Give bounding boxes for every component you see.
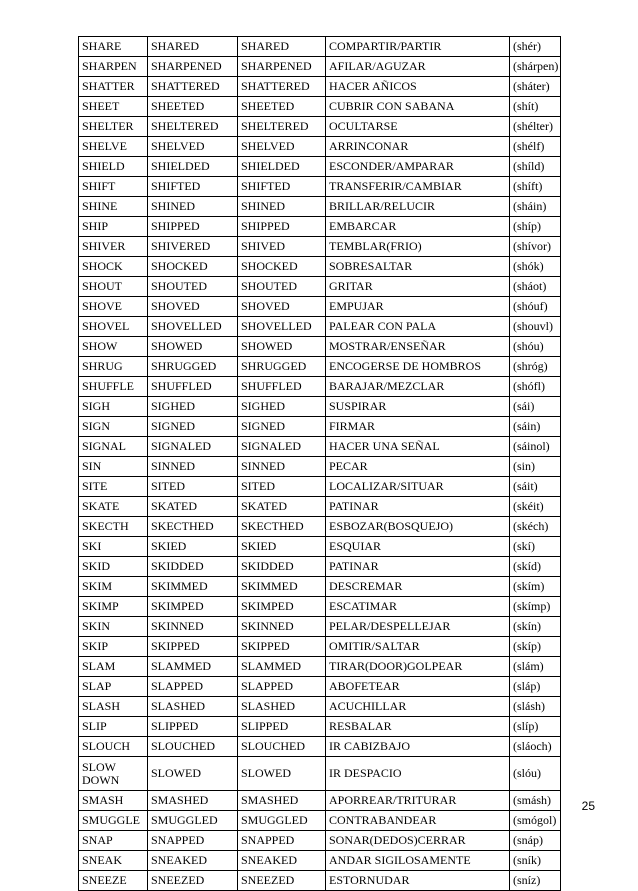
- participle-cell: SHOCKED: [238, 257, 326, 277]
- table-row: [79, 791, 561, 811]
- past-cell: SKATED: [148, 497, 238, 517]
- participle-cell: SKECTHED: [238, 517, 326, 537]
- translation-cell: TIRAR(DOOR)GOLPEAR: [326, 657, 510, 677]
- past-cell: SHOVED: [148, 297, 238, 317]
- infinitive-cell: SLOW DOWN: [79, 757, 148, 791]
- participle-cell: SKIMMED: [238, 577, 326, 597]
- pronunciation-cell: (sháin): [510, 197, 561, 217]
- past-cell: SHELTERED: [148, 117, 238, 137]
- pronunciation-cell: (sháot): [510, 277, 561, 297]
- past-cell: SHRUGGED: [148, 357, 238, 377]
- past-cell: SKIMPED: [148, 597, 238, 617]
- table-row: [79, 457, 561, 477]
- infinitive-cell: SHOUT: [79, 277, 148, 297]
- participle-cell: SHOVED: [238, 297, 326, 317]
- translation-cell: ESTORNUDAR: [326, 871, 510, 891]
- participle-cell: SIGNED: [238, 417, 326, 437]
- past-cell: SKIMMED: [148, 577, 238, 597]
- participle-cell: SLAPPED: [238, 677, 326, 697]
- past-cell: SHOWED: [148, 337, 238, 357]
- past-cell: SLOWED: [148, 757, 238, 791]
- participle-cell: SNEEZED: [238, 871, 326, 891]
- participle-cell: SHIELDED: [238, 157, 326, 177]
- participle-cell: SHOWED: [238, 337, 326, 357]
- translation-cell: ACUCHILLAR: [326, 697, 510, 717]
- participle-cell: SHINED: [238, 197, 326, 217]
- pronunciation-cell: (smógol): [510, 811, 561, 831]
- past-cell: SKIED: [148, 537, 238, 557]
- table-row: [79, 537, 561, 557]
- past-cell: SHARPENED: [148, 57, 238, 77]
- translation-cell: PALEAR CON PALA: [326, 317, 510, 337]
- past-cell: SHINED: [148, 197, 238, 217]
- table-row: [79, 337, 561, 357]
- participle-cell: SHIPPED: [238, 217, 326, 237]
- past-cell: SHATTERED: [148, 77, 238, 97]
- past-cell: SHUFFLED: [148, 377, 238, 397]
- infinitive-cell: SLAP: [79, 677, 148, 697]
- pronunciation-cell: (shélf): [510, 137, 561, 157]
- past-cell: SIGNALED: [148, 437, 238, 457]
- translation-cell: CUBRIR CON SABANA: [326, 97, 510, 117]
- pronunciation-cell: (shíld): [510, 157, 561, 177]
- participle-cell: SHOVELLED: [238, 317, 326, 337]
- participle-cell: SMASHED: [238, 791, 326, 811]
- infinitive-cell: SITE: [79, 477, 148, 497]
- participle-cell: SHELTERED: [238, 117, 326, 137]
- participle-cell: SIGNALED: [238, 437, 326, 457]
- pronunciation-cell: (slíp): [510, 717, 561, 737]
- pronunciation-cell: (skín): [510, 617, 561, 637]
- infinitive-cell: SKECTH: [79, 517, 148, 537]
- pronunciation-cell: (skéit): [510, 497, 561, 517]
- infinitive-cell: SLASH: [79, 697, 148, 717]
- participle-cell: SKIMPED: [238, 597, 326, 617]
- table-row: [79, 477, 561, 497]
- infinitive-cell: SHUFFLE: [79, 377, 148, 397]
- infinitive-cell: SKIP: [79, 637, 148, 657]
- infinitive-cell: SHOVEL: [79, 317, 148, 337]
- table-row: [79, 697, 561, 717]
- pronunciation-cell: (skí): [510, 537, 561, 557]
- pronunciation-cell: (skéch): [510, 517, 561, 537]
- translation-cell: ESBOZAR(BOSQUEJO): [326, 517, 510, 537]
- past-cell: SHELVED: [148, 137, 238, 157]
- translation-cell: TEMBLAR(FRIO): [326, 237, 510, 257]
- translation-cell: LOCALIZAR/SITUAR: [326, 477, 510, 497]
- past-cell: SNAPPED: [148, 831, 238, 851]
- translation-cell: HACER UNA SEÑAL: [326, 437, 510, 457]
- past-cell: SHIVERED: [148, 237, 238, 257]
- pronunciation-cell: (sáinol): [510, 437, 561, 457]
- translation-cell: AFILAR/AGUZAR: [326, 57, 510, 77]
- translation-cell: GRITAR: [326, 277, 510, 297]
- table-row: [79, 37, 561, 57]
- translation-cell: COMPARTIR/PARTIR: [326, 37, 510, 57]
- participle-cell: SLAMMED: [238, 657, 326, 677]
- infinitive-cell: SHIELD: [79, 157, 148, 177]
- infinitive-cell: SHIFT: [79, 177, 148, 197]
- pronunciation-cell: (slásh): [510, 697, 561, 717]
- past-cell: SNEAKED: [148, 851, 238, 871]
- translation-cell: EMPUJAR: [326, 297, 510, 317]
- past-cell: SHOVELLED: [148, 317, 238, 337]
- participle-cell: SLOWED: [238, 757, 326, 791]
- translation-cell: SOBRESALTAR: [326, 257, 510, 277]
- past-cell: SKECTHED: [148, 517, 238, 537]
- participle-cell: SHUFFLED: [238, 377, 326, 397]
- infinitive-cell: SHELVE: [79, 137, 148, 157]
- past-cell: SHIELDED: [148, 157, 238, 177]
- past-cell: SKIDDED: [148, 557, 238, 577]
- infinitive-cell: SKIM: [79, 577, 148, 597]
- pronunciation-cell: (sháter): [510, 77, 561, 97]
- translation-cell: PECAR: [326, 457, 510, 477]
- infinitive-cell: SHOVE: [79, 297, 148, 317]
- past-cell: SINNED: [148, 457, 238, 477]
- infinitive-cell: SKATE: [79, 497, 148, 517]
- past-cell: SLIPPED: [148, 717, 238, 737]
- infinitive-cell: SHRUG: [79, 357, 148, 377]
- infinitive-cell: SKID: [79, 557, 148, 577]
- participle-cell: SKINNED: [238, 617, 326, 637]
- pronunciation-cell: (shíp): [510, 217, 561, 237]
- pronunciation-cell: (shárpen): [510, 57, 561, 77]
- past-cell: SHARED: [148, 37, 238, 57]
- participle-cell: SHOUTED: [238, 277, 326, 297]
- translation-cell: TRANSFERIR/CAMBIAR: [326, 177, 510, 197]
- past-cell: SIGHED: [148, 397, 238, 417]
- verb-table: [78, 36, 561, 891]
- participle-cell: SHIVED: [238, 237, 326, 257]
- translation-cell: DESCREMAR: [326, 577, 510, 597]
- participle-cell: SKIED: [238, 537, 326, 557]
- participle-cell: SLIPPED: [238, 717, 326, 737]
- pronunciation-cell: (shít): [510, 97, 561, 117]
- pronunciation-cell: (shér): [510, 37, 561, 57]
- participle-cell: SNAPPED: [238, 831, 326, 851]
- table-row: [79, 97, 561, 117]
- table-row: [79, 277, 561, 297]
- table-row: [79, 377, 561, 397]
- infinitive-cell: SIGH: [79, 397, 148, 417]
- infinitive-cell: SHOCK: [79, 257, 148, 277]
- participle-cell: SLOUCHED: [238, 737, 326, 757]
- infinitive-cell: SHATTER: [79, 77, 148, 97]
- infinitive-cell: SMUGGLE: [79, 811, 148, 831]
- participle-cell: SHELVED: [238, 137, 326, 157]
- participle-cell: SHARED: [238, 37, 326, 57]
- infinitive-cell: SHOW: [79, 337, 148, 357]
- table-row: [79, 597, 561, 617]
- table-row: [79, 831, 561, 851]
- table-row: [79, 237, 561, 257]
- pronunciation-cell: (shóuf): [510, 297, 561, 317]
- participle-cell: SLASHED: [238, 697, 326, 717]
- pronunciation-cell: (skíp): [510, 637, 561, 657]
- past-cell: SLAPPED: [148, 677, 238, 697]
- translation-cell: HACER AÑICOS: [326, 77, 510, 97]
- translation-cell: ARRINCONAR: [326, 137, 510, 157]
- pronunciation-cell: (slám): [510, 657, 561, 677]
- table-row: [79, 617, 561, 637]
- translation-cell: APORREAR/TRITURAR: [326, 791, 510, 811]
- table-row: [79, 577, 561, 597]
- pronunciation-cell: (smásh): [510, 791, 561, 811]
- translation-cell: IR CABIZBAJO: [326, 737, 510, 757]
- infinitive-cell: SIGN: [79, 417, 148, 437]
- participle-cell: SMUGGLED: [238, 811, 326, 831]
- table-row: [79, 811, 561, 831]
- translation-cell: RESBALAR: [326, 717, 510, 737]
- translation-cell: BARAJAR/MEZCLAR: [326, 377, 510, 397]
- table-row: [79, 197, 561, 217]
- infinitive-cell: SLIP: [79, 717, 148, 737]
- table-row: [79, 717, 561, 737]
- past-cell: SLASHED: [148, 697, 238, 717]
- participle-cell: SITED: [238, 477, 326, 497]
- infinitive-cell: SHARE: [79, 37, 148, 57]
- pronunciation-cell: (sái): [510, 397, 561, 417]
- translation-cell: SUSPIRAR: [326, 397, 510, 417]
- table-row: [79, 137, 561, 157]
- infinitive-cell: SHIVER: [79, 237, 148, 257]
- participle-cell: SHEETED: [238, 97, 326, 117]
- translation-cell: ESQUIAR: [326, 537, 510, 557]
- participle-cell: SKATED: [238, 497, 326, 517]
- pronunciation-cell: (sláp): [510, 677, 561, 697]
- participle-cell: SINNED: [238, 457, 326, 477]
- infinitive-cell: SMASH: [79, 791, 148, 811]
- pronunciation-cell: (skíd): [510, 557, 561, 577]
- translation-cell: CONTRABANDEAR: [326, 811, 510, 831]
- pronunciation-cell: (shívor): [510, 237, 561, 257]
- infinitive-cell: SKIN: [79, 617, 148, 637]
- pronunciation-cell: (shóu): [510, 337, 561, 357]
- past-cell: SIGNED: [148, 417, 238, 437]
- table-row: [79, 417, 561, 437]
- infinitive-cell: SKIMP: [79, 597, 148, 617]
- table-row: [79, 737, 561, 757]
- pronunciation-cell: (skím): [510, 577, 561, 597]
- table-row: [79, 497, 561, 517]
- infinitive-cell: SHIP: [79, 217, 148, 237]
- infinitive-cell: SHINE: [79, 197, 148, 217]
- translation-cell: PATINAR: [326, 497, 510, 517]
- past-cell: SKIPPED: [148, 637, 238, 657]
- pronunciation-cell: (shouvl): [510, 317, 561, 337]
- infinitive-cell: SNAP: [79, 831, 148, 851]
- table-row: [79, 657, 561, 677]
- past-cell: SITED: [148, 477, 238, 497]
- pronunciation-cell: (shélter): [510, 117, 561, 137]
- participle-cell: SIGHED: [238, 397, 326, 417]
- infinitive-cell: SLOUCH: [79, 737, 148, 757]
- table-row: [79, 871, 561, 891]
- translation-cell: EMBARCAR: [326, 217, 510, 237]
- translation-cell: OCULTARSE: [326, 117, 510, 137]
- table-row: [79, 257, 561, 277]
- translation-cell: BRILLAR/RELUCIR: [326, 197, 510, 217]
- translation-cell: ESCATIMAR: [326, 597, 510, 617]
- pronunciation-cell: (shróg): [510, 357, 561, 377]
- table-row: [79, 757, 561, 791]
- participle-cell: SKIPPED: [238, 637, 326, 657]
- past-cell: SHOCKED: [148, 257, 238, 277]
- table-row: [79, 297, 561, 317]
- translation-cell: SONAR(DEDOS)CERRAR: [326, 831, 510, 851]
- verb-table-body: [79, 37, 561, 891]
- pronunciation-cell: (slóu): [510, 757, 561, 791]
- past-cell: SLAMMED: [148, 657, 238, 677]
- participle-cell: SKIDDED: [238, 557, 326, 577]
- table-row: [79, 77, 561, 97]
- participle-cell: SHIFTED: [238, 177, 326, 197]
- participle-cell: SHATTERED: [238, 77, 326, 97]
- table-row: [79, 157, 561, 177]
- infinitive-cell: SIGNAL: [79, 437, 148, 457]
- table-row: [79, 851, 561, 871]
- pronunciation-cell: (shófl): [510, 377, 561, 397]
- translation-cell: ESCONDER/AMPARAR: [326, 157, 510, 177]
- table-row: [79, 317, 561, 337]
- infinitive-cell: SHARPEN: [79, 57, 148, 77]
- translation-cell: IR DESPACIO: [326, 757, 510, 791]
- pronunciation-cell: (sáin): [510, 417, 561, 437]
- pronunciation-cell: (sník): [510, 851, 561, 871]
- translation-cell: ABOFETEAR: [326, 677, 510, 697]
- past-cell: SHIFTED: [148, 177, 238, 197]
- table-row: [79, 217, 561, 237]
- table-row: [79, 57, 561, 77]
- translation-cell: PATINAR: [326, 557, 510, 577]
- table-row: [79, 637, 561, 657]
- past-cell: SHIPPED: [148, 217, 238, 237]
- infinitive-cell: SLAM: [79, 657, 148, 677]
- pronunciation-cell: (sláoch): [510, 737, 561, 757]
- pronunciation-cell: (sníz): [510, 871, 561, 891]
- infinitive-cell: SNEAK: [79, 851, 148, 871]
- pronunciation-cell: (sin): [510, 457, 561, 477]
- table-row: [79, 677, 561, 697]
- pronunciation-cell: (skímp): [510, 597, 561, 617]
- infinitive-cell: SIN: [79, 457, 148, 477]
- table-row: [79, 397, 561, 417]
- past-cell: SLOUCHED: [148, 737, 238, 757]
- past-cell: SNEEZED: [148, 871, 238, 891]
- table-row: [79, 437, 561, 457]
- infinitive-cell: SNEEZE: [79, 871, 148, 891]
- past-cell: SMASHED: [148, 791, 238, 811]
- translation-cell: ANDAR SIGILOSAMENTE: [326, 851, 510, 871]
- pronunciation-cell: (shíft): [510, 177, 561, 197]
- table-row: [79, 557, 561, 577]
- participle-cell: SHRUGGED: [238, 357, 326, 377]
- infinitive-cell: SKI: [79, 537, 148, 557]
- table-row: [79, 517, 561, 537]
- past-cell: SKINNED: [148, 617, 238, 637]
- pronunciation-cell: (sáit): [510, 477, 561, 497]
- infinitive-cell: SHEET: [79, 97, 148, 117]
- translation-cell: PELAR/DESPELLEJAR: [326, 617, 510, 637]
- translation-cell: ENCOGERSE DE HOMBROS: [326, 357, 510, 377]
- table-row: [79, 177, 561, 197]
- participle-cell: SHARPENED: [238, 57, 326, 77]
- past-cell: SMUGGLED: [148, 811, 238, 831]
- pronunciation-cell: (shók): [510, 257, 561, 277]
- translation-cell: MOSTRAR/ENSEÑAR: [326, 337, 510, 357]
- past-cell: SHOUTED: [148, 277, 238, 297]
- infinitive-cell: SHELTER: [79, 117, 148, 137]
- table-row: [79, 117, 561, 137]
- past-cell: SHEETED: [148, 97, 238, 117]
- table-row: [79, 357, 561, 377]
- translation-cell: FIRMAR: [326, 417, 510, 437]
- pronunciation-cell: (snáp): [510, 831, 561, 851]
- participle-cell: SNEAKED: [238, 851, 326, 871]
- page-number: 25: [581, 799, 595, 813]
- translation-cell: OMITIR/SALTAR: [326, 637, 510, 657]
